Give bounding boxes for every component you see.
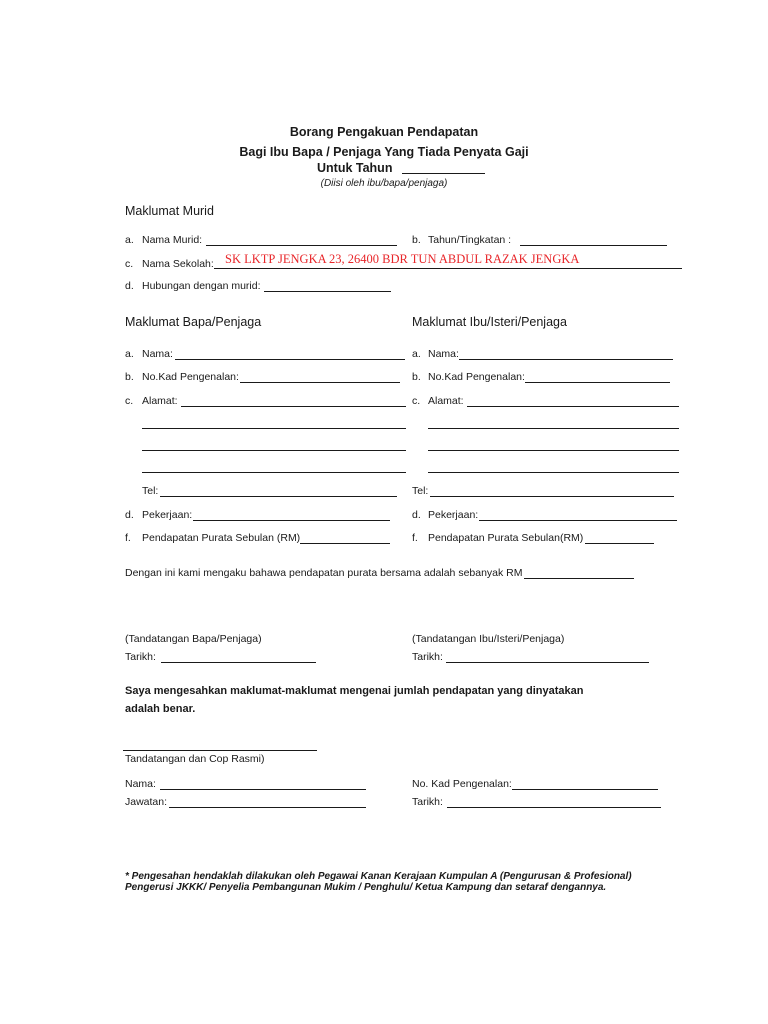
- bapa-ic-field[interactable]: [240, 382, 400, 383]
- declaration-text: Dengan ini kami mengaku bahawa pendapatan purata bersama adalah sebanyak RM: [125, 567, 523, 579]
- ibu-tel-label: Tel:: [412, 485, 429, 497]
- official-jawatan-label: Jawatan:: [125, 796, 168, 808]
- official-nama-label: Nama:: [125, 778, 156, 790]
- jumlah-pendapatan-field[interactable]: [524, 578, 634, 579]
- bapa-tarikh-label: Tarikh:: [125, 651, 156, 663]
- bapa-alamat-label: Alamat:: [142, 395, 178, 407]
- year-field[interactable]: [402, 173, 485, 174]
- bapa-ic-label: No.Kad Pengenalan:: [142, 371, 239, 383]
- ibu-pekerjaan-field[interactable]: [479, 520, 677, 521]
- nama-sekolah-field[interactable]: [214, 268, 682, 269]
- bapa-pendapatan-field[interactable]: [300, 543, 390, 544]
- hubungan-field[interactable]: [264, 291, 391, 292]
- ibu-pekerjaan-label: Pekerjaan:: [428, 509, 479, 521]
- official-tarikh-field[interactable]: [447, 807, 661, 808]
- ibu-pendapatan-field[interactable]: [585, 543, 654, 544]
- bapa-pendapatan-label: Pendapatan Purata Sebulan (RM): [142, 532, 301, 544]
- hubungan-label: Hubungan dengan murid:: [142, 280, 261, 292]
- official-signature-label: Tandatangan dan Cop Rasmi): [125, 753, 265, 765]
- ibu-alamat-label: Alamat:: [428, 395, 464, 407]
- section-heading-murid: Maklumat Murid: [125, 204, 214, 218]
- item-letter: d.: [125, 509, 134, 521]
- bapa-pekerjaan-field[interactable]: [193, 520, 390, 521]
- form-title: Borang Pengakuan Pendapatan: [289, 125, 479, 139]
- item-letter: f.: [412, 532, 418, 544]
- ibu-tarikh-label: Tarikh:: [412, 651, 443, 663]
- ibu-tarikh-field[interactable]: [446, 662, 649, 663]
- tahun-tingkatan-field[interactable]: [520, 245, 667, 246]
- item-letter: d.: [412, 509, 421, 521]
- official-nama-field[interactable]: [160, 789, 366, 790]
- bapa-alamat-field[interactable]: [142, 428, 406, 429]
- official-tarikh-label: Tarikh:: [412, 796, 443, 808]
- item-letter: a.: [125, 348, 134, 360]
- nama-sekolah-value: SK LKTP JENGKA 23, 26400 BDR TUN ABDUL RAZAK JENGKA: [225, 252, 580, 266]
- item-letter: c.: [412, 395, 421, 407]
- ibu-nama-label: Nama:: [428, 348, 459, 360]
- bapa-pekerjaan-label: Pekerjaan:: [142, 509, 193, 521]
- form-subtitle: Bagi Ibu Bapa / Penjaga Yang Tiada Penyata Gaji: [239, 145, 529, 159]
- ibu-ic-field[interactable]: [525, 382, 670, 383]
- tahun-tingkatan-label: Tahun/Tingkatan :: [428, 234, 512, 246]
- section-heading-ibu: Maklumat Ibu/Isteri/Penjaga: [412, 315, 567, 329]
- item-letter: d.: [125, 280, 134, 292]
- bapa-alamat-field[interactable]: [142, 472, 406, 473]
- bapa-nama-label: Nama:: [142, 348, 173, 360]
- nama-murid-label: Nama Murid:: [142, 234, 203, 246]
- official-jawatan-field[interactable]: [169, 807, 366, 808]
- bapa-alamat-field[interactable]: [142, 450, 406, 451]
- ibu-ic-label: No.Kad Pengenalan:: [428, 371, 525, 383]
- footnote: * Pengesahan hendaklah dilakukan oleh Pegawai Kanan Kerajaan Kumpulan A (Pengurusan & Profesional): [125, 871, 632, 882]
- official-ic-label: No. Kad Pengenalan:: [412, 778, 512, 790]
- ibu-signature-label: (Tandatangan Ibu/Isteri/Penjaga): [412, 633, 565, 645]
- bapa-signature-label: (Tandatangan Bapa/Penjaga): [125, 633, 262, 645]
- bapa-tarikh-field[interactable]: [161, 662, 316, 663]
- ibu-pendapatan-label: Pendapatan Purata Sebulan(RM): [428, 532, 584, 544]
- item-letter: f.: [125, 532, 131, 544]
- ibu-nama-field[interactable]: [459, 359, 673, 360]
- nama-murid-field[interactable]: [206, 245, 397, 246]
- bapa-tel-label: Tel:: [142, 485, 159, 497]
- official-ic-field[interactable]: [512, 789, 658, 790]
- nama-sekolah-label: Nama Sekolah:: [142, 258, 214, 270]
- ibu-alamat-field[interactable]: [428, 450, 679, 451]
- fill-instruction: (Diisi oleh ibu/bapa/penjaga): [320, 178, 448, 189]
- verification-statement: adalah benar.: [125, 703, 196, 715]
- item-letter: b.: [412, 234, 421, 246]
- item-letter: a.: [412, 348, 421, 360]
- bapa-nama-field[interactable]: [175, 359, 405, 360]
- ibu-alamat-field[interactable]: [428, 428, 679, 429]
- item-letter: b.: [125, 371, 134, 383]
- item-letter: c.: [125, 258, 134, 270]
- ibu-alamat-field[interactable]: [467, 406, 679, 407]
- item-letter: a.: [125, 234, 134, 246]
- year-label: Untuk Tahun: [317, 161, 393, 175]
- bapa-alamat-field[interactable]: [181, 406, 406, 407]
- item-letter: c.: [125, 395, 134, 407]
- section-heading-bapa: Maklumat Bapa/Penjaga: [125, 315, 262, 329]
- footnote: Pengerusi JKKK/ Penyelia Pembangunan Mukim / Penghulu/ Ketua Kampung dan setaraf dengannya.: [125, 882, 607, 893]
- bapa-tel-field[interactable]: [160, 496, 397, 497]
- verification-statement: Saya mengesahkan maklumat-maklumat mengenai jumlah pendapatan yang dinyatakan: [125, 685, 584, 697]
- official-signature-line[interactable]: [123, 750, 317, 751]
- ibu-tel-field[interactable]: [430, 496, 674, 497]
- item-letter: b.: [412, 371, 421, 383]
- ibu-alamat-field[interactable]: [428, 472, 679, 473]
